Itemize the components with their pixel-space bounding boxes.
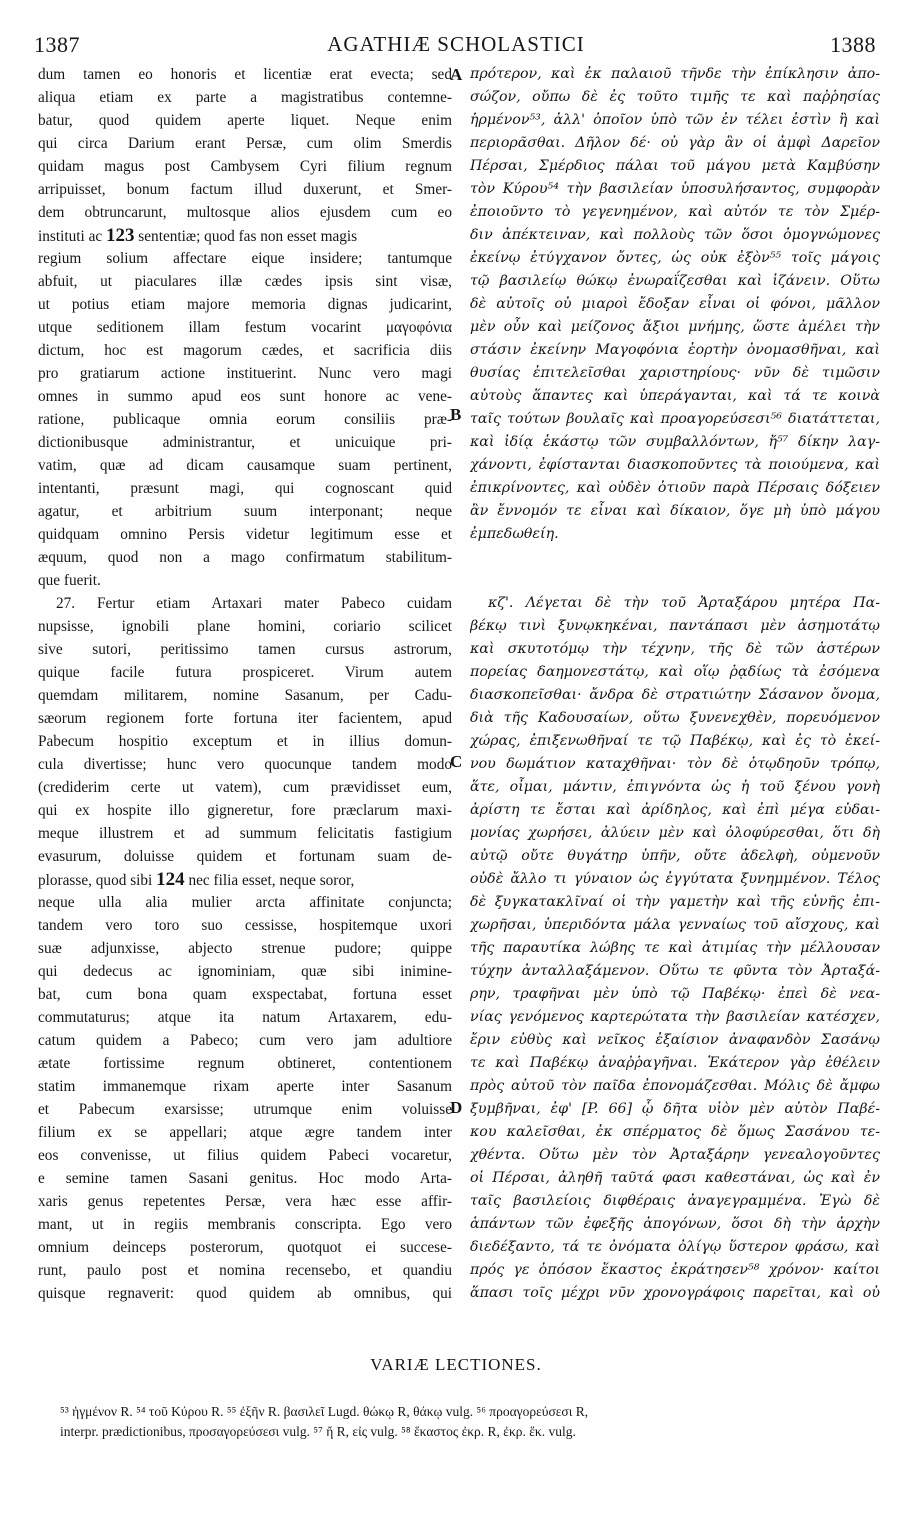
greek-line: ξυμβῆναι, ἐφ' [P. 66] ᾧ δῆτα υἱὸν μὲν αὐτὸν Παβέ- (470, 1101, 880, 1117)
greek-line: διεδέξαντο, τά τε ὀνόματα ὀλίγῳ ὕστερον φράσω, καὶ (470, 1239, 880, 1255)
latin-line: neque ulla alia mulier arcta affinitate conjuncta; (38, 894, 452, 911)
greek-line: τε καὶ Παβέκῳ ἀναῤῥαγῆναι. Ἑκάτερον γὰρ ἐθέλειν (470, 1055, 880, 1071)
latin-line: cula divertisse; hunc vero quocunque tandem modo (38, 756, 452, 773)
greek-line: μονίας χωρήσει, ἀλύειν μὲν καὶ ὀλοφύρεσθαι, ὅτι δὴ (470, 825, 880, 841)
latin-line: bat, cum bona quam exspectabat, fortuna esset (38, 986, 452, 1003)
latin-line: commutaturus; atque ita natum Artaxarem, edu- (38, 1009, 452, 1026)
greek-line: τῆς παραυτίκα λώβης τε καὶ ἀτιμίας τὴν μέλλουσαν (470, 940, 880, 956)
greek-line: Πέρσαι, Σμέρδιος πάλαι τοῦ μάγου μετὰ Καμβύσην (470, 158, 880, 174)
latin-line: (crediderim certe ut vatem), cum prævidisset eum, (38, 779, 452, 796)
greek-line: καὶ σκυτοτόμῳ τὴν τέχνην, τῆς δὲ τῶν ἀστέρων (470, 641, 880, 657)
latin-line: intentanti, præsunt magi, qui cognoscant quid (38, 480, 452, 497)
latin-line: aliqua etiam ex parte a magistratibus contemne- (38, 89, 452, 106)
latin-line: Pabecum hospitio exceptum et in illius domun- (38, 733, 452, 750)
greek-column (470, 63, 880, 1305)
latin-line: 27. Fertur etiam Artaxari mater Pabeco cuidam (56, 595, 452, 612)
latin-line: dum tamen eo honoris et licentiæ erat evecta; sed (38, 66, 452, 83)
latin-line: dictionibusque administrantur, et unicuique pri- (38, 434, 452, 451)
latin-line: arripuisset, bonum factum illud duxerunt, et Smer- (38, 181, 452, 198)
latin-line: dictum, hoc est magorum cædes, et sacrificia diis (38, 342, 452, 359)
greek-line: ἀρίστη τε ἔσται καὶ ἀρίδηλος, καὶ ἐπὶ μέγα εὐδαι- (470, 802, 880, 818)
greek-line: πρός γε ὁπόσον ἕκαστος ἐκράτησεν⁵⁸ χρόνον· καίτοι (470, 1262, 880, 1278)
greek-line: ταῖς βασιλείοις διφθέραις ἀναγεγραμμένα. Ἐγὼ δὲ (470, 1193, 880, 1209)
latin-line: tandem vero toro suo cessisse, hospitemque uxori (38, 917, 452, 934)
latin-line: omnium deinceps posterorum, quotquot ei succese- (38, 1239, 452, 1256)
latin-line: quemdam militarem, nomine Sasanum, per Cadu- (38, 687, 452, 704)
greek-line: ἅτε, οἶμαι, μάντιν, ἐπιγνόντα ὡς ἡ τοῦ ξένου γονὴ (470, 779, 880, 795)
greek-line: διασκοπεῖσθαι· ἄνδρα δὲ στρατιώτην Σάσανον ὄνομα, (470, 687, 880, 703)
latin-line: quique facile futura prospiceret. Virum autem (38, 664, 452, 681)
latin-line: suæ adjunxisse, abjecto strenue pudore; quippe (38, 940, 452, 957)
greek-line: μὲν οὖν καὶ μείζονος ἄξιοι μνήμης, ὥστε ἀμέλει τὴν (470, 319, 880, 335)
latin-line: nupsisse, ignobili plane homini, coriario scilicet (38, 618, 452, 635)
greek-line: ρην, τραφῆναι μὲν ὑπὸ τῷ Παβέκῳ· ἐπεὶ δὲ νεα- (470, 986, 880, 1002)
greek-line: νίας γενόμενος καρτερώτατα τὴν βασιλείαν κατέσχεν, (470, 1009, 880, 1025)
greek-line: στάσιν ἐκείνην Μαγοφόνια ἑορτὴν ὀνομασθῆναι, καὶ (470, 342, 880, 358)
latin-line: sæorum regionem forte fortuna iter facientem, apud (38, 710, 452, 727)
greek-line: ἅπασι τοῖς μέχρι νῦν χρονογράφοις παρεῖται, καὶ οὐ (470, 1285, 880, 1301)
latin-line-text: nec filia esset, neque soror, (184, 872, 355, 889)
latin-line: ratione, publicaque omnia eorum consiliis præ- (38, 411, 452, 428)
greek-line: χωρῆσαι, ὑπεριδόντα μάλα γενναίως τοῦ αἴσχους, καὶ (470, 917, 880, 933)
greek-line: τὸν Κύρου⁵⁴ τὴν βασιλείαν ὑποσυλήσαντος, συμφορὰν (470, 181, 880, 197)
greek-line: βέκῳ τινὶ ξυνῳκηκέναι, παντάπασι μὲν ἀσημοτάτῳ (470, 618, 880, 634)
latin-line (38, 868, 452, 891)
latin-line: evasurum, doluisse quidem et fortunam suam de- (38, 848, 452, 865)
greek-line: κζ'. Λέγεται δὲ τὴν τοῦ Ἀρταξάρου μητέρα Πα- (488, 595, 880, 611)
greek-line: δὲ ξυγκατακλῖναί οἱ τὴν γαμετὴν καὶ τῆς εὐνῆς ἐπι- (470, 894, 880, 910)
latin-line: runt, paulo post et nomina recensebo, et quandiu (38, 1262, 452, 1279)
latin-line: quidam magus post Cambysem Cyri filium regnum (38, 158, 452, 175)
greek-line: ἡρμένον⁵³, ἀλλ' ὁποῖον ὑπὸ τῶν ἐν τέλει ἐστὶν ἢ καὶ (470, 112, 880, 128)
col-number-123: 123 (105, 225, 135, 246)
latin-line: agatur, et arbitrium suum interponant; neque (38, 503, 452, 520)
section-letter-c: C (450, 752, 463, 771)
variae-lectiones-title: VARIÆ LECTIONES. (370, 1355, 542, 1374)
variant-reading-line: ⁵³ ἡγμένον R. ⁵⁴ τοῦ Κύρου R. ⁵⁵ ἐξῆν R. βασιλεῖ Lugd. θώκῳ R, θάκῳ vulg. ⁵⁶ προαγορεύσεσι R, (60, 1404, 589, 1419)
greek-line: χώρας, ἐπιξενωθῆναί τε τῷ Παβέκῳ, καὶ ἐς τὸ ἐκεί- (470, 733, 880, 749)
greek-line: τύχην ἀνταλλαξάμενον. Οὕτω τε φῦντα τὸν Ἀρταξά- (470, 963, 880, 979)
latin-line: et Pabecum exarsisse; utrumque enim voluisse (38, 1101, 452, 1118)
latin-line: qui ex hospite illo gigneretur, fore præclarum maxi- (38, 802, 452, 819)
latin-line-text: sententiæ; quod fas non esset magis (134, 228, 358, 245)
latin-line: quidquam omnino Persis videtur legitimum esse et (38, 526, 452, 543)
greek-line: χθέντα. Οὕτω μὲν τὸν Ἀρταξάρην γενεαλογοῦντες (470, 1147, 880, 1163)
latin-line: vatim, quæ ad dicam causamque suam pertinent, (38, 457, 452, 474)
latin-line: filium ex se appellari; atque ægre tandem inter (38, 1124, 452, 1141)
latin-line: abfuit, ut piaculares illæ cædes ipsis sint visæ, (38, 273, 452, 290)
greek-line: διν ἀπέκτειναν, καὶ πολλοὺς τῶν ὅσοι ὁμογνώμονες (470, 227, 880, 243)
latin-line: qui circa Darium erant Persæ, cum olim Smerdis (38, 135, 452, 152)
greek-line: οἱ Πέρσαι, ἀληθῆ ταῦτά φασι καθεστάναι, ὡς καὶ ἐν (470, 1170, 880, 1186)
latin-line: quisque regnaverit: quod quidem ab omnibus, qui (38, 1285, 452, 1302)
greek-line: χάνοντι, ἐφίστανται διασκοποῦντες τὰ ποιούμενα, καὶ (470, 457, 880, 473)
greek-line: νου δωμάτιον καταχθῆναι· τὸν δὲ ὁτῳδηοῦν τρόπῳ, (470, 756, 880, 772)
variae-lectiones-notes (60, 1402, 880, 1442)
greek-line: ἁπάντων τῶν ἐφεξῆς ἀπογόνων, ὅσοι δὴ τὴν ἀρχὴν (470, 1216, 880, 1232)
greek-line: ταῖς τούτων βουλαῖς καὶ προαγορεύσεσι⁵⁶ διατάττεται, (470, 411, 880, 427)
greek-line: ἐκείνῳ ἐτύγχανον ὄντες, ὡς οὐκ ἐξὸν⁵⁵ τοῖς μάγοις (470, 250, 880, 266)
latin-line: utque seditionem illam festum vocarint μαγοφόνια (38, 319, 452, 336)
latin-line-text: plorasse, quod sibi (38, 872, 157, 889)
greek-line: ἐποιοῦντο τὸ γεγενημένον, καὶ αὐτόν τε τὸν Σμέρ- (470, 204, 880, 220)
latin-line (38, 224, 452, 247)
latin-line: e semine tamen Sasani genitus. Hoc modo Arta- (38, 1170, 452, 1187)
latin-line: ætate fortissime regnum obtineret, contentionem (38, 1055, 452, 1072)
latin-line: statim immanemque rixam aperte inter Sasanum (38, 1078, 452, 1095)
greek-line: αὐτοὺς ἅπαντες καὶ ὑπεράγανται, καὶ τά τε κοινὰ (470, 388, 880, 404)
latin-line: pro gratiarum actione instituerint. Nunc vero magi (38, 365, 452, 382)
greek-line: διὰ τῆς Καδουσαίων, οὕτω ξυνενεχθὲν, πορευόμενον (470, 710, 880, 726)
section-letter-a: A (450, 65, 463, 84)
page-number-left: 1387 (34, 32, 80, 57)
latin-line: que fuerit. (38, 572, 101, 589)
section-letter-b: B (450, 405, 462, 424)
greek-line: ἂν ἔννομόν τε εἶναι καὶ δίκαιον, ὅγε μὴ ὑπὸ μάγου (470, 503, 880, 519)
col-number-124: 124 (156, 869, 185, 890)
greek-line: σώζον, οὔπω δὲ ἐς τοῦτο τιμῆς τε καὶ παῤῥησίας (470, 89, 880, 105)
greek-line: αὐτῷ οὔτε θυγάτηρ ὑπῆν, οὔτε ἀδελφὴ, οὐμενοῦν (470, 848, 880, 864)
latin-line: sive sutori, peritissimo tamen cursus astrorum, (38, 641, 452, 658)
greek-line: ἐπικρίνοντες, καὶ οὐδὲν ὁτιοῦν παρὰ Πέρσαις δόξειεν (470, 480, 880, 496)
greek-line: πρὸς αὑτοῦ τὸν παῖδα ἐπονομάζεσθαι. Μόλις δὲ ἄμφω (470, 1078, 880, 1094)
section-letter-d: D (450, 1098, 463, 1117)
latin-line: mant, ut in regiis membranis conscripta. Ego vero (38, 1216, 452, 1233)
latin-line: xaris genus repetentes Persæ, vera hæc esse affir- (38, 1193, 452, 1210)
latin-line: catum quidem a Pabeco; cum vero jam adultiore (38, 1032, 452, 1049)
greek-line: τῷ βασιλείῳ θώκῳ ἐνωραΐζεσθαι καὶ ἱζάνειν. Οὕτω (470, 273, 880, 289)
greek-line: κου καλεῖσθαι, ἐκ σπέρματος δὲ ὅμως Σασάνου τε- (470, 1124, 880, 1140)
latin-line: eos convenisse, ut filius quidem Pabeci vocaretur, (38, 1147, 452, 1164)
latin-line: omnes in summo apud eos sunt honore ac vene- (38, 388, 452, 405)
greek-line: περιορᾶσθαι. Δῆλον δέ· οὐ γὰρ ἂν οἱ ἀμφὶ Δαρεῖον (470, 135, 880, 151)
variant-reading-line: interpr. prædictionibus, προσαγορεύσεσι vulg. ⁵⁷ ἤ R, εἰς vulg. ⁵⁸ ἕκαστος ἐκρ. R, ἐκρ. ἕκ. vulg. (60, 1424, 576, 1439)
latin-line: qui dedecus ac ignominiam, quæ sibi inimine- (38, 963, 452, 980)
latin-line: regium solium affectare eique insidere; tantumque (38, 250, 452, 267)
greek-line: οὐδὲ ἄλλο τι γύναιον ὡς ἐγγύτατα ξυνημμένον. Τέλος (470, 871, 880, 887)
greek-line: καὶ ἰδίᾳ ἑκάστῳ τῶν συμβαλλόντων, ἤ⁵⁷ δίκην λαγ- (470, 434, 880, 450)
running-title: AGATHIÆ SCHOLASTICI (327, 32, 585, 56)
greek-line: πρότερον, καὶ ἐκ παλαιοῦ τῆνδε τὴν ἐπίκλησιν ἀπο- (470, 66, 880, 82)
latin-line-text: instituti ac (38, 228, 106, 245)
latin-column (38, 63, 452, 1305)
latin-line: batur, quod quidem aperte liquet. Neque enim (38, 112, 452, 129)
latin-line: dem obtruncarunt, multosque alios ejusdem cum eo (38, 204, 452, 221)
greek-line: ἔριν εὐθὺς καὶ νεῖκος ἐξαίσιον ἀναφανδὸν Σασάνῳ (470, 1032, 880, 1048)
greek-line: ἐμπεδωθείη. (470, 526, 559, 542)
greek-line: δὲ αὐτοῖς οὐ μιαροὶ ἔδοξαν εἶναι οἱ φόνοι, μᾶλλον (470, 296, 880, 312)
page-number-right: 1388 (830, 32, 876, 57)
page-header (0, 0, 912, 60)
greek-line: πορείας δαημονεστάτῳ, καὶ οἵῳ ῥᾳδίως τὰ ἐσόμενα (470, 664, 880, 680)
latin-line: meque illustrem et ad summum felicitatis fastigium (38, 825, 452, 842)
greek-line: θυσίας ἐπιτελεῖσθαι χαριστηρίους· νῦν δὲ τιμῶσιν (470, 365, 880, 381)
latin-line: æquum, quod non a mago confirmatum stabilitum- (38, 549, 452, 566)
latin-line: ut potius etiam majore memoria dignas judicarint, (38, 296, 452, 313)
